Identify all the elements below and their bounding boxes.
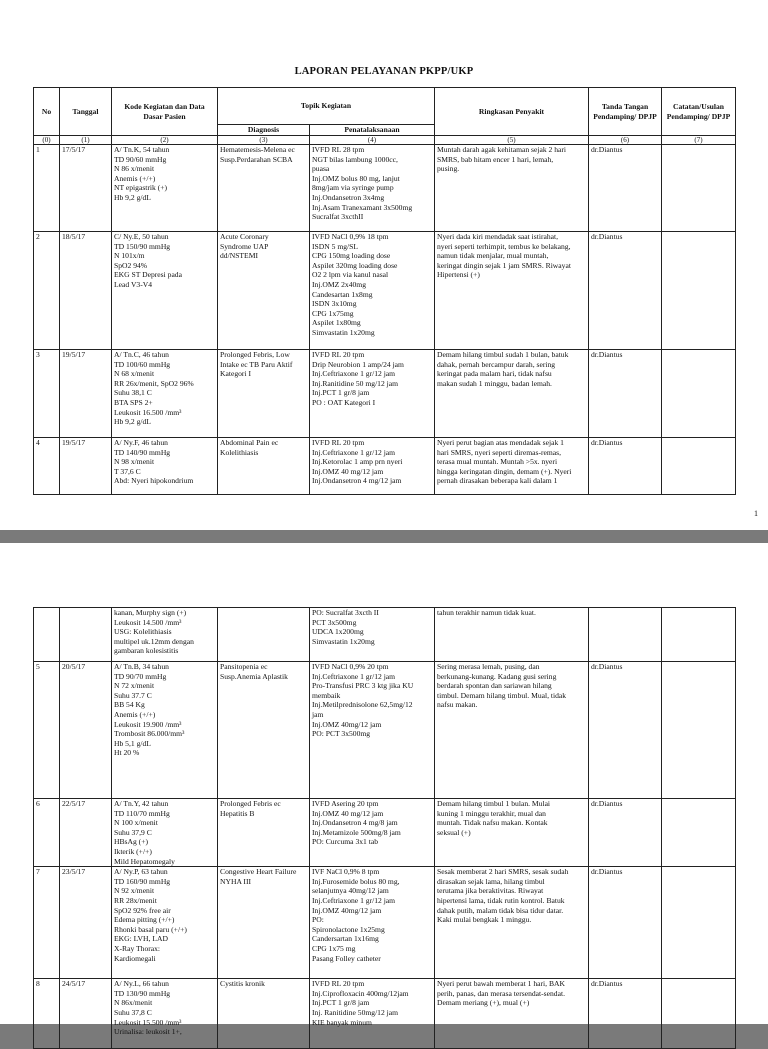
cell-penatalaksanaan-line: IVFD RL 20 tpm [312, 438, 365, 447]
cell-penatalaksanaan-line: Candesartan 1x8mg [312, 289, 373, 299]
header-kode: Kode Kegiatan dan Data Dasar Pasien [112, 88, 218, 136]
column-number-cell: (1) [60, 136, 112, 145]
cell-catatan [662, 799, 736, 867]
cell-kode-line: RR 26x/menit, SpO2 96% [114, 378, 194, 388]
cell-penatalaksanaan-line: Aspilet 320mg loading dose [312, 260, 398, 270]
cell-penatalaksanaan-line: CPG 1x75mg [312, 308, 354, 318]
cell-kode-line: N 86x/menit [114, 998, 153, 1008]
cell-penatalaksanaan-line: Simvastatin 1x20mg [312, 327, 375, 337]
cell-penatalaksanaan-line: CPG 150mg loading dose [312, 251, 391, 261]
header-no: No [34, 88, 60, 136]
cell-penatalaksanaan-line: puasa [312, 164, 330, 174]
cell-ringkasan-line: makan sudah 1 minggu, badan lemah. [437, 378, 552, 388]
cell-kode-line: Suhu 37,8 C [114, 1007, 152, 1017]
cell-kode [112, 662, 218, 799]
cell-penatalaksanaan-line: Inj.OMZ 40 mg/12 jam [312, 466, 384, 476]
cell-kode-line: A/ Ny.L, 66 tahun [114, 979, 169, 989]
cell-penatalaksanaan [310, 799, 435, 867]
cell-kode-line: Leukosit 15.500 /mm³ [114, 1017, 182, 1027]
cell-no: 1 [34, 145, 60, 232]
cell-penatalaksanaan [310, 350, 435, 438]
cell-penatalaksanaan-line: IVF NaCl 0,9% 8 tpm [312, 867, 380, 877]
cell-penatalaksanaan-line: CPG 1x75 mg [312, 943, 356, 953]
cell-catatan [662, 350, 736, 438]
cell-penatalaksanaan-line: UDCA 1x200mg [312, 627, 364, 637]
cell-ringkasan-line: seksual (+) [437, 827, 471, 837]
cell-no [34, 608, 60, 662]
cell-penatalaksanaan-line: Inj.Ceftriaxone 1 gr/12 jam [312, 671, 396, 681]
cell-kode-line: Rhonki basal paru (+/+) [114, 924, 187, 934]
cell-penatalaksanaan-line: Candersartan 1x16mg [312, 934, 379, 944]
cell-ringkasan-line: dahak putih, malam tidak bisa tidur datar. [437, 905, 564, 915]
column-number-cell: (3) [218, 136, 310, 145]
cell-diagnosis-line: Kategori I [220, 369, 251, 379]
cell-penatalaksanaan-line: Inj.Ceftriaxone 1 gr/12 jam [312, 447, 396, 457]
cell-ringkasan-line: muntah. Tidak nafsu makan. Kontak [437, 818, 548, 828]
cell-tanda-tangan: dr.Diantus [589, 232, 662, 350]
cell-ringkasan-line: perih, panas, dan merasa tersendat-sendat. [437, 988, 565, 998]
cell-tanggal: 19/5/17 [60, 438, 112, 495]
cell-kode [112, 867, 218, 979]
header-catatan: Catatan/Usulan Pendamping/ DPJP [662, 88, 736, 136]
cell-tanda-tangan: dr.Diantus [589, 350, 662, 438]
cell-kode-line: T 37,6 C [114, 466, 141, 476]
cell-penatalaksanaan-line: PO: PCT 3x500mg [312, 729, 371, 739]
column-number-cell: (0) [34, 136, 60, 145]
cell-kode-line: TD 130/90 mmHg [114, 988, 171, 998]
cell-penatalaksanaan-line: PO: Curcuma 3x1 tab [312, 837, 379, 847]
column-number-cell: (6) [589, 136, 662, 145]
table-row [34, 438, 736, 495]
cell-kode-line: N 98 x/menit [114, 457, 155, 467]
cell-penatalaksanaan-line: Inj.Ranitidine 50 mg/12 jam [312, 378, 399, 388]
cell-catatan [662, 608, 736, 662]
cell-penatalaksanaan-line: Inj.OMZ 40mg/12 jam [312, 719, 382, 729]
cell-penatalaksanaan-line: O2 2 lpm via kanul nasal [312, 270, 389, 280]
cell-ringkasan-line: timbul. Demam hilang timbul. Mual, tidak [437, 690, 567, 700]
cell-kode [112, 979, 218, 1049]
cell-no: 8 [34, 979, 60, 1049]
cell-kode [112, 350, 218, 438]
cell-diagnosis [218, 232, 310, 350]
cell-ringkasan [435, 145, 589, 232]
cell-penatalaksanaan-line: Inj.Metamizole 500mg/8 jam [312, 827, 401, 837]
cell-kode-line: TD 100/60 mmHg [114, 359, 171, 369]
cell-kode-line: TD 150/90 mmHg [114, 241, 171, 251]
cell-kode-line: N 101x/m [114, 251, 145, 261]
cell-kode-line: Trombosit 86.000/mm³ [114, 729, 185, 739]
cell-penatalaksanaan [310, 608, 435, 662]
cell-ringkasan [435, 979, 589, 1049]
cell-tanda-tangan [589, 608, 662, 662]
cell-diagnosis-line: Abdominal Pain ec [220, 438, 279, 447]
cell-penatalaksanaan-line: Inj.Ceftriaxone 1 gr/12 jam [312, 895, 396, 905]
cell-kode-line: Edema pitting (+/+) [114, 915, 175, 925]
cell-kode-line: Mild Hepatomegaly [114, 856, 175, 866]
cell-tanda-tangan: dr.Diantus [589, 867, 662, 979]
cell-diagnosis-line: Hepatitis B [220, 808, 255, 818]
cell-kode-line: Suhu 38,1 C [114, 388, 152, 398]
cell-ringkasan-line: terasa mual muntah. Muntah >5x. nyeri [437, 457, 558, 467]
cell-tanda-tangan: dr.Diantus [589, 438, 662, 495]
cell-penatalaksanaan-line: IVFD RL 20 tpm [312, 350, 365, 359]
cell-diagnosis-line: NYHA III [220, 876, 252, 886]
cell-tanggal: 18/5/17 [60, 232, 112, 350]
cell-diagnosis-line: Prolonged Febris, Low [220, 350, 290, 359]
cell-no: 7 [34, 867, 60, 979]
cell-kode-line: A/ Tn.K, 54 tahun [114, 145, 170, 154]
cell-kode-line: Hb 9,2 g/dL [114, 192, 151, 202]
column-number-cell: (4) [310, 136, 435, 145]
cell-kode-line: Hb 9,2 g/dL [114, 417, 151, 427]
column-number-cell: (7) [662, 136, 736, 145]
table-row [34, 799, 736, 867]
cell-no: 4 [34, 438, 60, 495]
cell-ringkasan-line: Nyeri perut bawah memberat 1 hari, BAK [437, 979, 565, 989]
cell-kode-line: SpO2 94% [114, 260, 148, 270]
document-title: LAPORAN PELAYANAN PKPP/UKP [294, 66, 474, 77]
cell-ringkasan [435, 350, 589, 438]
cell-kode [112, 799, 218, 867]
cell-kode-line: Anemis (+/+) [114, 173, 156, 183]
cell-penatalaksanaan [310, 145, 435, 232]
cell-penatalaksanaan-line: Inj. Ranitidine 50mg/12 jam [312, 1007, 399, 1017]
cell-penatalaksanaan-line: IVFD RL 20 tpm [312, 979, 365, 989]
cell-penatalaksanaan-line: Inj.Ondansetron 3x4mg [312, 192, 385, 202]
cell-ringkasan-line: SMRS, bab hitam encer 1 hari, lemah, [437, 154, 554, 164]
cell-ringkasan-line: namun tidak menjalar, mual muntah, [437, 251, 549, 261]
cell-tanda-tangan: dr.Diantus [589, 145, 662, 232]
cell-tanggal [60, 608, 112, 662]
cell-ringkasan [435, 799, 589, 867]
cell-ringkasan-line: terutama jika beraktivitas. Riwayat [437, 886, 544, 896]
column-number-row [34, 136, 736, 145]
cell-penatalaksanaan-line: Aspilet 1x80mg [312, 318, 361, 328]
cell-penatalaksanaan-line: Inj.PCT 1 gr/8 jam [312, 998, 370, 1008]
cell-kode [112, 608, 218, 662]
table-body-page-2 [34, 608, 736, 1049]
cell-penatalaksanaan-line: Inj.Ondansetron 4 mg/12 jam [312, 476, 402, 486]
cell-penatalaksanaan-line: PO: [312, 915, 324, 925]
cell-catatan [662, 867, 736, 979]
header-tanda-tangan: Tanda Tangan Pendamping/ DPJP [589, 88, 662, 136]
cell-kode-line: A/ Tn.B, 34 tahun [114, 662, 169, 671]
table-row [34, 662, 736, 799]
cell-kode-line: X-Ray Thorax: [114, 943, 161, 953]
cell-diagnosis [218, 867, 310, 979]
cell-ringkasan-line: hipertensi lama, tidak rutin kontrol. Batuk [437, 895, 565, 905]
cell-ringkasan-line: berdarah spontan dan sariawan hilang [437, 681, 552, 691]
cell-ringkasan [435, 662, 589, 799]
cell-ringkasan-line: nafsu makan. [437, 700, 478, 710]
cell-penatalaksanaan-line: IVFD RL 28 tpm [312, 145, 365, 154]
cell-kode-line: TD 90/70 mmHg [114, 671, 167, 681]
cell-kode-line: Leukosit 16.500 /mm³ [114, 407, 182, 417]
cell-kode-line: multipel uk.12mm dengan [114, 636, 194, 646]
cell-ringkasan [435, 867, 589, 979]
cell-kode-line: gambaran kolesistitis [114, 646, 179, 656]
cell-kode-line: Suhu 37,9 C [114, 827, 152, 837]
cell-catatan [662, 438, 736, 495]
cell-kode-line: Kardiomegali [114, 953, 156, 963]
cell-diagnosis [218, 350, 310, 438]
cell-ringkasan-line: Demam meriang (+), mual (+) [437, 998, 530, 1008]
cell-diagnosis-line: Cystitis kronik [220, 979, 265, 989]
header-diagnosis: Diagnosis [218, 125, 310, 136]
table-row [34, 608, 736, 662]
cell-diagnosis [218, 979, 310, 1049]
cell-penatalaksanaan-line: Pro-Transfusi PRC 3 ktg jika KU [312, 681, 414, 691]
cell-penatalaksanaan [310, 979, 435, 1049]
cell-diagnosis-line: dd/NSTEMI [220, 251, 258, 261]
cell-no: 6 [34, 799, 60, 867]
cell-tanda-tangan: dr.Diantus [589, 662, 662, 799]
cell-penatalaksanaan-line: Inj.Asam Tranexamant 3x500mg [312, 202, 413, 212]
cell-catatan [662, 145, 736, 232]
cell-ringkasan-line: dirasakan sejak lama, hilang timbul [437, 876, 545, 886]
cell-diagnosis-line: Congestive Heart Failure [220, 867, 297, 877]
header-tanggal: Tanggal [60, 88, 112, 136]
cell-ringkasan-line: Demam hilang timbul sudah 1 bulan, batuk [437, 350, 569, 359]
cell-penatalaksanaan-line: KIE banyak minum [312, 1017, 372, 1027]
table-body-page-1 [34, 145, 736, 495]
cell-catatan [662, 232, 736, 350]
cell-penatalaksanaan-line: Inj.Ceftriaxone 1 gr/12 jam [312, 369, 396, 379]
cell-diagnosis [218, 662, 310, 799]
table-row [34, 867, 736, 979]
cell-ringkasan [435, 438, 589, 495]
cell-tanda-tangan: dr.Diantus [589, 799, 662, 867]
cell-penatalaksanaan-line: IVFD NaCl 0,9% 18 tpm [312, 232, 389, 241]
cell-kode-line: Leukosit 19.900 /mm³ [114, 719, 182, 729]
table-row [34, 350, 736, 438]
cell-kode-line: SpO2 92% free air [114, 905, 171, 915]
cell-penatalaksanaan-line: Drip Neurobion 1 amp/24 jam [312, 359, 404, 369]
cell-ringkasan [435, 232, 589, 350]
cell-penatalaksanaan-line: IVFD Asering 20 tpm [312, 799, 379, 808]
cell-kode-line: A/ Ny.F, 46 tahun [114, 438, 168, 447]
cell-penatalaksanaan [310, 232, 435, 350]
cell-kode [112, 145, 218, 232]
cell-ringkasan-line: berkunang-kunang. Kadang gusi sering [437, 671, 557, 681]
cell-kode-line: kanan, Murphy sign (+) [114, 608, 187, 617]
cell-kode-line: Urinalisa: leukosit 1+, [114, 1027, 182, 1037]
cell-kode-line: EKG: LVH, LAD [114, 934, 168, 944]
cell-ringkasan-line: pernah dirasakan beberapa kali dalam 1 [437, 476, 558, 486]
cell-kode [112, 232, 218, 350]
cell-ringkasan [435, 608, 589, 662]
cell-kode [112, 438, 218, 495]
cell-diagnosis-line: Susp.Perdarahan SCBA [220, 154, 293, 164]
cell-diagnosis-line: Susp.Anemia Aplastik [220, 671, 288, 681]
cell-kode-line: N 100 x/menit [114, 818, 158, 828]
cell-ringkasan-line: hari SMRS, nyeri seperti diremas-remas, [437, 447, 562, 457]
cell-kode-line: Lead V3-V4 [114, 279, 153, 289]
cell-ringkasan-line: hingga keringatan dingin, demam (+). Nyeri [437, 466, 572, 476]
cell-kode-line: Anemis (+/+) [114, 709, 156, 719]
cell-kode-line: TD 90/60 mmHg [114, 154, 167, 164]
cell-kode-line: Hb 5,1 g/dL [114, 738, 151, 748]
cell-ringkasan-line: dahak, pernah bercampur darah, sering [437, 359, 556, 369]
cell-tanggal: 19/5/17 [60, 350, 112, 438]
page-number: 1 [754, 509, 758, 518]
cell-penatalaksanaan-line: Inj.OMZ bolus 80 mg, lanjut [312, 173, 400, 183]
cell-kode-line: TD 140/90 mmHg [114, 447, 171, 457]
cell-ringkasan-line: kuning 1 minggu terakhir, mual dan [437, 808, 546, 818]
cell-penatalaksanaan-line: Inj.PCT 1 gr/8 jam [312, 388, 370, 398]
cell-penatalaksanaan-line: PO : OAT Kategori I [312, 397, 376, 407]
report-table-page-2 [33, 607, 736, 1049]
cell-penatalaksanaan-line: Inj.OMZ 40mg/12 jam [312, 905, 382, 915]
cell-diagnosis [218, 145, 310, 232]
cell-kode-line: Suhu 37.7 C [114, 690, 152, 700]
cell-kode-line: Ht 20 % [114, 748, 140, 758]
cell-penatalaksanaan-line: Inj.Ciprofloxacin 400mg/12jam [312, 988, 409, 998]
cell-penatalaksanaan-line: ISDN 5 mg/SL [312, 241, 358, 251]
cell-penatalaksanaan-line: jam [312, 709, 324, 719]
cell-penatalaksanaan-line: PCT 3x500mg [312, 617, 357, 627]
cell-tanggal: 23/5/17 [60, 867, 112, 979]
cell-kode-line: N 68 x/menit [114, 369, 155, 379]
cell-tanggal: 17/5/17 [60, 145, 112, 232]
cell-catatan [662, 979, 736, 1049]
cell-ringkasan-line: nyeri seperti terhimpit, tembus ke belakang, [437, 241, 571, 251]
column-number-cell: (2) [112, 136, 218, 145]
cell-ringkasan-line: Kaki mulai bengkak 1 minggu. [437, 915, 532, 925]
column-number-cell: (5) [435, 136, 589, 145]
cell-ringkasan-line: Hipertensi (+) [437, 270, 480, 280]
cell-penatalaksanaan [310, 867, 435, 979]
cell-penatalaksanaan-line: Inj.Ondansetron 4 mg/8 jam [312, 818, 398, 828]
cell-diagnosis-line: Acute Coronary [220, 232, 269, 241]
cell-penatalaksanaan-line: 8mg/jam via syringe pump [312, 183, 394, 193]
cell-kode-line: N 72 x/menit [114, 681, 155, 691]
cell-penatalaksanaan-line: Inj.OMZ 40 mg/12 jam [312, 808, 384, 818]
cell-kode-line: RR 28x/menit [114, 895, 157, 905]
cell-ringkasan-line: Sesak memberat 2 hari SMRS, sesak sudah [437, 867, 569, 877]
cell-kode-line: A/ Tn.Y, 42 tahun [114, 799, 169, 808]
cell-penatalaksanaan-line: Spironolactone 1x25mg [312, 924, 385, 934]
cell-kode-line: USG: Kolelithiasis [114, 627, 172, 637]
header-ringkasan: Ringkasan Penyakit [435, 88, 589, 136]
cell-kode-line: NT epigastrik (+) [114, 183, 168, 193]
cell-kode-line: BTA SPS 2+ [114, 397, 153, 407]
cell-no: 3 [34, 350, 60, 438]
cell-no: 2 [34, 232, 60, 350]
cell-diagnosis-line: Syndrome UAP [220, 241, 269, 251]
table-row [34, 979, 736, 1049]
cell-penatalaksanaan-line: Inj.Metilprednisolone 62,5mg/12 [312, 700, 413, 710]
cell-penatalaksanaan-line: ISDN 3x10mg [312, 299, 357, 309]
cell-diagnosis [218, 608, 310, 662]
cell-penatalaksanaan-line: Sucralfat 3xcthII [312, 212, 364, 222]
cell-tanda-tangan: dr.Diantus [589, 979, 662, 1049]
report-table-page-1 [33, 87, 736, 495]
cell-penatalaksanaan-line: selanjutnya 40mg/12 jam [312, 886, 389, 896]
cell-kode-line: A/ Tn.C, 46 tahun [114, 350, 169, 359]
table-row [34, 232, 736, 350]
cell-diagnosis-line: Pansitopenia ec [220, 662, 268, 671]
cell-penatalaksanaan-line: Pasang Folley catheter [312, 953, 381, 963]
cell-kode-line: N 92 x/menit [114, 886, 155, 896]
cell-kode-line: Leukosit 14.500 /mm³ [114, 617, 182, 627]
cell-kode-line: Ikterik (+/+) [114, 846, 152, 856]
cell-penatalaksanaan-line: Simvastatin 1x20mg [312, 636, 375, 646]
cell-kode-line: C/ Ny.E, 50 tahun [114, 232, 169, 241]
cell-kode-line: A/ Ny.P, 63 tahun [114, 867, 168, 877]
cell-ringkasan-line: keringat pada malam hari, tidak nafsu [437, 369, 552, 379]
cell-ringkasan-line: pusing. [437, 164, 460, 174]
cell-ringkasan-line: Demam hilang timbul 1 bulan. Mulai [437, 799, 551, 808]
cell-ringkasan-line: Nyeri dada kiri mendadak saat istirahat, [437, 232, 559, 241]
cell-diagnosis-line: Intake ec TB Paru Aktif [220, 359, 293, 369]
cell-tanggal: 20/5/17 [60, 662, 112, 799]
cell-kode-line: TD 110/70 mmHg [114, 808, 170, 818]
cell-diagnosis-line: Kolelithiasis [220, 447, 259, 457]
cell-ringkasan-line: Nyeri perut bagian atas mendadak sejak 1 [437, 438, 564, 447]
cell-kode-line: HBsAg (+) [114, 837, 149, 847]
cell-diagnosis-line: Prolonged Febris ec [220, 799, 281, 808]
cell-catatan [662, 662, 736, 799]
cell-diagnosis [218, 438, 310, 495]
cell-diagnosis [218, 799, 310, 867]
cell-penatalaksanaan-line: membaik [312, 690, 341, 700]
cell-kode-line: Abd: Nyeri hipokondrium [114, 476, 194, 486]
header-penatalaksanaan: Penatalaksanaan [310, 125, 435, 136]
cell-penatalaksanaan [310, 438, 435, 495]
cell-kode-line: BB 54 Kg [114, 700, 145, 710]
cell-ringkasan-line: Sering merasa lemah, pusing, dan [437, 662, 540, 671]
cell-tanggal: 22/5/17 [60, 799, 112, 867]
cell-penatalaksanaan-line: Inj.Furosemide bolus 80 mg, [312, 876, 400, 886]
cell-ringkasan-line: Muntah darah agak kehitaman sejak 2 hari [437, 145, 567, 154]
cell-penatalaksanaan-line: Inj.OMZ 2x40mg [312, 279, 366, 289]
table-row [34, 145, 736, 232]
cell-diagnosis-line: Hematemesis-Melena ec [220, 145, 295, 154]
cell-no: 5 [34, 662, 60, 799]
cell-tanggal: 24/5/17 [60, 979, 112, 1049]
cell-penatalaksanaan [310, 662, 435, 799]
cell-penatalaksanaan-line: IVFD NaCl 0,9% 20 tpm [312, 662, 389, 671]
cell-kode-line: EKG ST Depresi pada [114, 270, 182, 280]
cell-kode-line: N 86 x/menit [114, 164, 155, 174]
cell-ringkasan-line: tahun terakhir namun tidak kuat. [437, 608, 536, 617]
cell-penatalaksanaan-line: PO: Sucralfat 3xcth II [312, 608, 379, 617]
cell-kode-line: TD 160/90 mmHg [114, 876, 171, 886]
header-topik: Topik Kegiatan [218, 88, 435, 125]
cell-penatalaksanaan-line: Inj.Ketorolac 1 amp prn nyeri [312, 457, 403, 467]
cell-ringkasan-line: keringat dingin sejak 1 jam SMRS. Riwayat [437, 260, 571, 270]
cell-penatalaksanaan-line: NGT bilas lambung 1000cc, [312, 154, 398, 164]
